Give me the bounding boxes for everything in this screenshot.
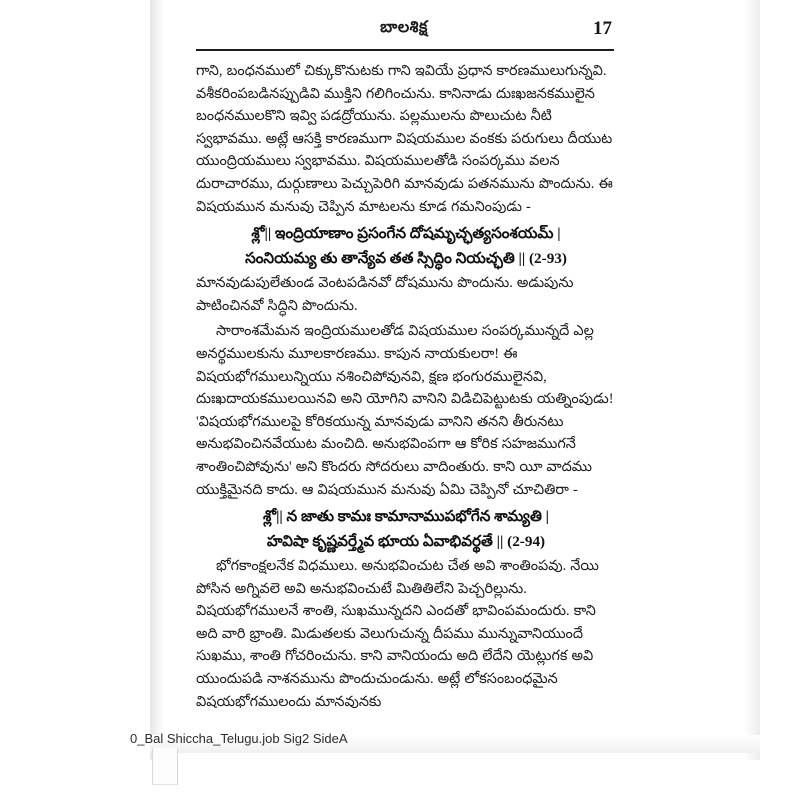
paragraph: సారాంశమేమన ఇంద్రియములతోడ విషయముల సంపర్కమున్నదే ఎల్ల అనర్థములకును మూలకారణము. కాపున నాయకులరా! ఈ విషయభోగములున్నియు నశించిపోవునవి, క్షణ భంగురములైనవి, దుఃఖదాయకములయినవి అని యోగిని వానిని విడిచిపెట్టుటకు యత్నింపుడు! 'విషయభోగములపై కోరికయున్న మానవుడు వానిని తనని తీరునటు అనుభవించినవేయుట మంచిది. అనుభవింపగా ఆ కోరిక సహజముగనే శాంతించిపోవును' అని కొందరు సోదరులు వాదింతురు. కాని యీ వాదము యుక్తిమైనది కాదు. ఆ విషయమున మనువు ఏమి చెప్పినో చూచితిరా - — [196, 323, 614, 498]
scanner-caption-text: 0_Bal Shiccha_Telugu.job Sig2 SideA — [130, 730, 348, 746]
page-body — [196, 60, 616, 713]
header-divider — [196, 49, 614, 51]
paragraph: మానవుడుపులేతుండ వెంటపడినవో దోషమును పొందును. అడుపును పాటించినవో సిద్ధిని పొందును. — [196, 275, 574, 314]
page-left-shadow — [150, 0, 164, 760]
page-number: 17 — [593, 18, 612, 39]
verse-block — [196, 504, 616, 554]
verse-block — [196, 221, 616, 271]
verse-line: శ్లో|| న జాతు కామః కామానాముపభోగేన శామ్యతి | — [263, 508, 549, 526]
scanner-caption — [130, 726, 430, 750]
scanner-edge-marker — [152, 748, 178, 785]
page-header — [196, 18, 612, 52]
verse-line: హవిషా కృష్ణవర్త్మేవ భూయ ఏవాభివర్థతే || (2-94) — [266, 533, 546, 551]
paragraph: భోగకాంక్షలనేక విధములు. అనుభవించుట చేత అవి శాంతింపవు. నేయి పోసిన అగ్నివలె అవి అనుభవించుటే మితితిలేని పెచ్చరిల్లును. విషయభోగములనే శాంతి, సుఖమున్నదని ఎందతో భావింపమందురు. కాని అది వారి భ్రాంతి. మిడుతలకు వెలుగుచున్న దీపము మున్నువానియుందే సుఖము, శాంతి గోచరించును. కాని వానియందు అది లేదేని యెట్లుగక అవి యుందుపడి నాశనమును పొందుచుండును. అట్లే లోకసంబంధమైన విషయభోగములందు మానవునకు — [196, 558, 599, 710]
verse-line: శ్లో|| ఇంద్రియాణాం ప్రసంగేన దోషమృచ్ఛత్యసంశయమ్ | — [251, 225, 561, 243]
page-right-shadow — [744, 0, 760, 760]
verse-line: సంనియమ్య తు తాన్యేవ తత స్సిద్ధిం నియచ్ఛతి || (2-93) — [245, 250, 567, 268]
paragraph: గాని, బంధనములో చిక్కుకొనుటకు గాని ఇవియే ప్రధాన కారణములుగున్నవి. వశీకరింపబడినప్పుడివి ముక్తిని గలిగించును. కానినాడు దుఃఖజనకములైన బంధనములకొని ఇవ్వి పడద్రోయును. పల్లములను పొలుచుట నీటి స్వభావము. అట్లే ఆసక్తి కారణముగా విషయముల వంకకు పరుగులు దీయుట యుంద్రియములు స్వభావము. విషయములతోడి సంపర్కము వలన దురాచారము, దుర్గుణాలు పెచ్చుపెరిగి మానవుడు పతనమును పొందును. ఈ విషయమున మనువు చెప్పిన మాటలను కూడ గమనింపుడు - — [196, 63, 613, 215]
book-title: బాలశిక్ష — [380, 19, 428, 36]
